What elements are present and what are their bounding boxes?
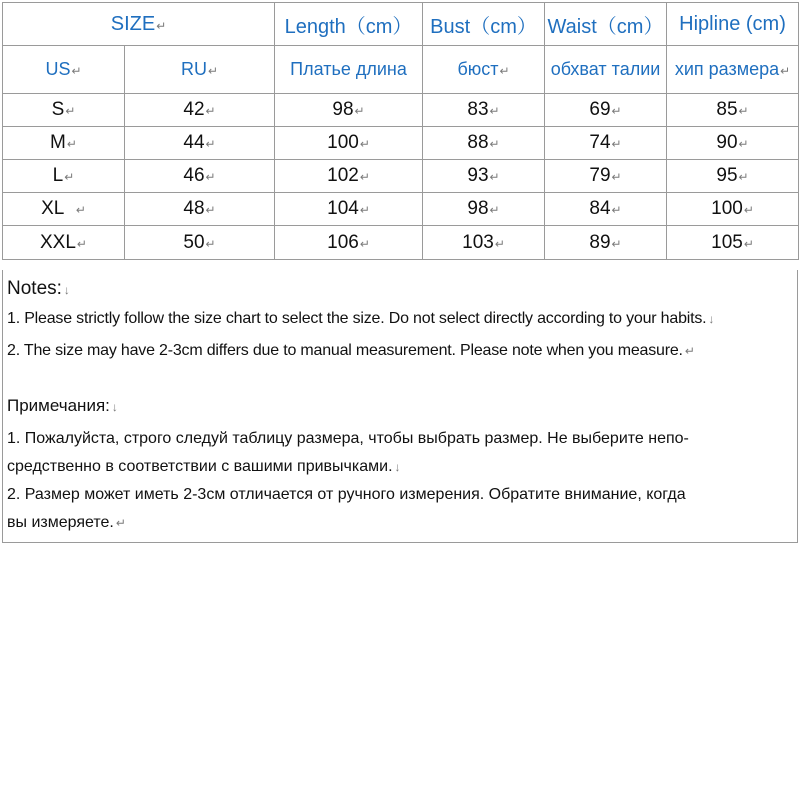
cell-ru: 42↵ — [125, 94, 275, 127]
note-ru-2-line-1: 2. Размер может иметь 2-3см отличается от ручного измерения. Обратите внимание, когда — [7, 486, 686, 503]
cell-length: 104↵ — [275, 193, 423, 226]
subheader-ru: RU↵ — [125, 46, 275, 94]
note-en-2: 2. The size may have 2-3cm differs due to manual measurement. Please note when you measure. ↵ — [7, 342, 695, 359]
cell-hip: 85↵ — [667, 94, 799, 127]
cell-bust: 93↵ — [423, 160, 545, 193]
cell-waist: 89↵ — [545, 226, 667, 260]
cell-bust: 98↵ — [423, 193, 545, 226]
header-bust: Bust（cm） — [423, 3, 545, 46]
table-row — [3, 94, 799, 127]
cell-length: 100↵ — [275, 127, 423, 160]
cell-hip: 100↵ — [667, 193, 799, 226]
subheader-length: Платье длина — [275, 46, 423, 94]
cell-us: XXL↵ — [3, 226, 125, 260]
cell-waist: 69↵ — [545, 94, 667, 127]
size-chart — [2, 2, 798, 542]
cell-waist: 74↵ — [545, 127, 667, 160]
cell-us: S↵ — [3, 94, 125, 127]
header-row — [3, 3, 799, 46]
note-en-1: 1. Please strictly follow the size chart to select the size. Do not select directly according to your habits. ↓ — [7, 310, 715, 327]
table-row — [3, 226, 799, 260]
note-ru-1-line-2: средственно в соответствии с вашими привычками. ↓ — [7, 458, 401, 475]
subheader-waist: обхват талии — [545, 46, 667, 94]
cell-ru: 44↵ — [125, 127, 275, 160]
header-length: Length（cm） — [275, 3, 423, 46]
note-ru-2-line-2: вы измеряете. ↵ — [7, 514, 126, 531]
cell-us: XL ↵ — [3, 193, 125, 226]
cell-bust: 88↵ — [423, 127, 545, 160]
notes-section — [2, 270, 798, 543]
cell-hip: 90↵ — [667, 127, 799, 160]
cell-ru: 50↵ — [125, 226, 275, 260]
cell-bust: 83↵ — [423, 94, 545, 127]
cell-ru: 46↵ — [125, 160, 275, 193]
cell-hip: 95↵ — [667, 160, 799, 193]
header-size: SIZE↵ — [3, 3, 275, 46]
cell-hip: 105↵ — [667, 226, 799, 260]
size-table — [2, 2, 799, 260]
cell-us: L↵ — [3, 160, 125, 193]
notes-ru-title: Примечания: ↓ — [7, 396, 118, 415]
cell-length: 106↵ — [275, 226, 423, 260]
notes-title: Notes: ↓ — [7, 278, 70, 299]
header-waist: Waist（cm） — [545, 3, 667, 46]
header-hipline: Hipline (cm) — [667, 3, 799, 46]
subheader-hip: хип размера↵ — [667, 46, 799, 94]
table-row — [3, 160, 799, 193]
cell-length: 98↵ — [275, 94, 423, 127]
cell-length: 102↵ — [275, 160, 423, 193]
cell-waist: 84↵ — [545, 193, 667, 226]
table-row — [3, 127, 799, 160]
cell-bust: 103↵ — [423, 226, 545, 260]
cell-us: M↵ — [3, 127, 125, 160]
cell-waist: 79↵ — [545, 160, 667, 193]
note-ru-1-line-1: 1. Пожалуйста, строго следуй таблицу размера, чтобы выбрать размер. Не выберите непо- — [7, 430, 689, 447]
subheader-bust: бюст↵ — [423, 46, 545, 94]
table-row — [3, 193, 799, 226]
subheader-us: US↵ — [3, 46, 125, 94]
cell-ru: 48↵ — [125, 193, 275, 226]
subheader-row — [3, 46, 799, 94]
